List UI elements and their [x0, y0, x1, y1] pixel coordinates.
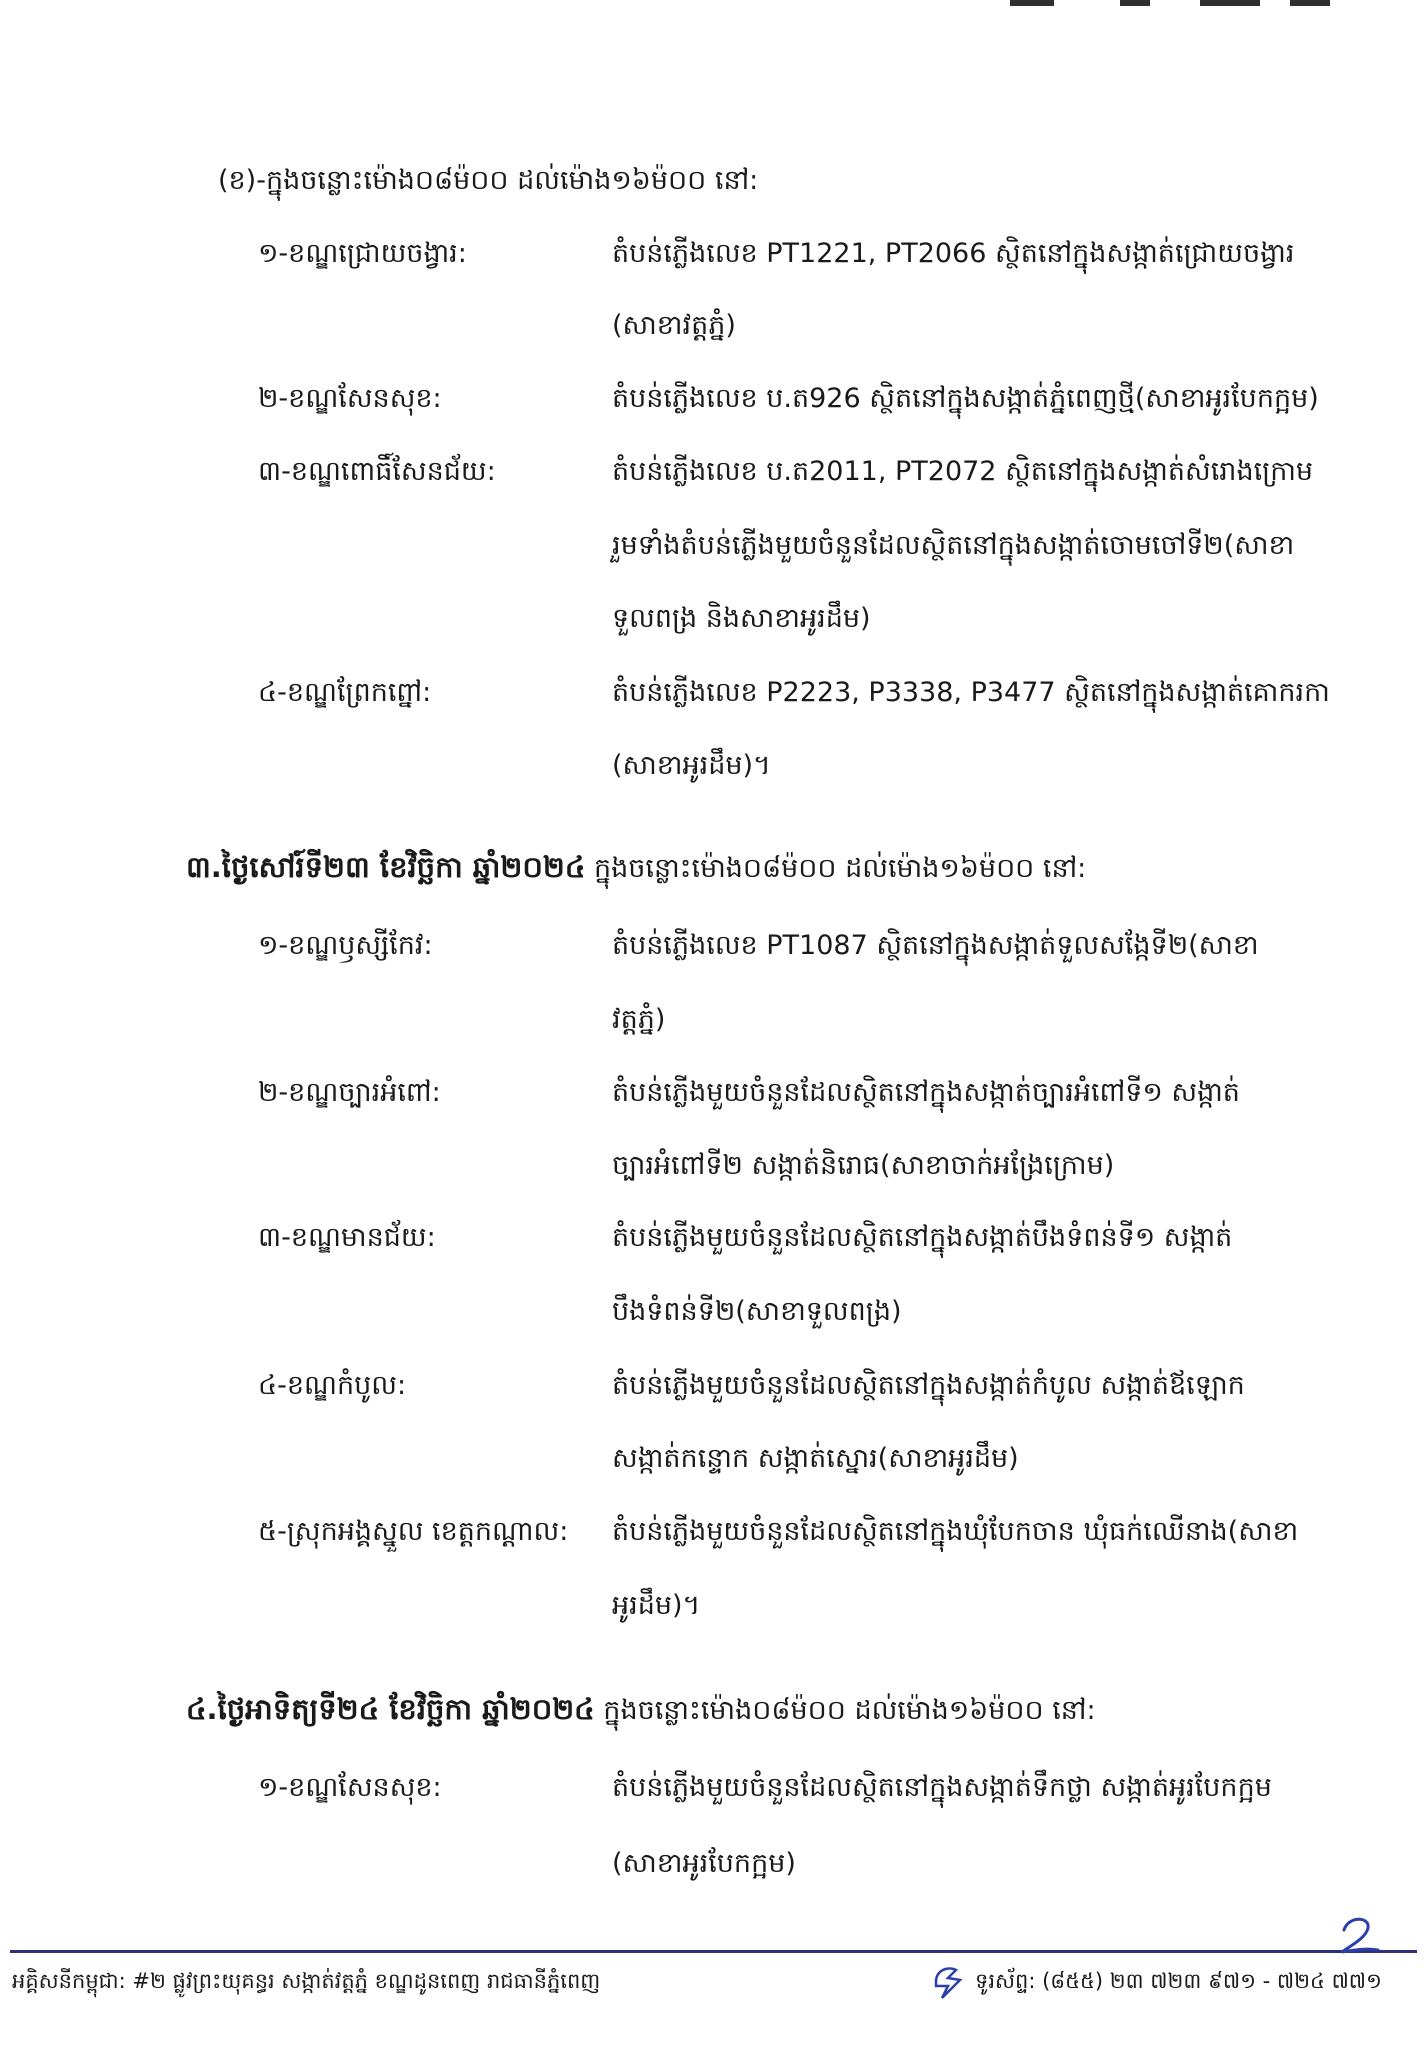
item-text-line: តំបន់ភ្លើងលេខ ប.ត2011, PT2072 ស្ថិតនៅក្នុងសង្កាត់សំរោងក្រោម [612, 456, 1314, 487]
footer-phone: ទូរស័ព្ទ: (៨៥៥) ២៣ ៧២៣ ៩៧១ - ៧២៤ ៧៧១ [975, 1969, 1382, 1993]
item-text-line: តំបន់ភ្លើងមួយចំនួនដែលស្ថិតនៅក្នុងសង្កាត់ទឹកថ្លា សង្កាត់អូរបែកក្អម [612, 1772, 1272, 1803]
item-text-line: រួមទាំងតំបន់ភ្លើងមួយចំនួនដែលស្ថិតនៅក្នុងសង្កាត់ចោមចៅទី២(សាខា [612, 530, 1295, 561]
item-text-line: អូរដឹម)។ [612, 1590, 701, 1621]
item-label: ៣-ខណ្ឌមានជ័យ: [258, 1222, 436, 1253]
item-label: ៥-ស្រុកអង្គស្នួល ខេត្តកណ្តាល: [258, 1516, 569, 1547]
item-text-line: តំបន់ភ្លើងមួយចំនួនដែលស្ថិតនៅក្នុងសង្កាត់បឹងទំពន់ទី១ សង្កាត់ [612, 1222, 1233, 1253]
item-text-line: តំបន់ភ្លើងលេខ PT1087 ស្ថិតនៅក្នុងសង្កាត់ទួលសង្កែទី២(សាខា [612, 930, 1259, 961]
item-label: ៣-ខណ្ឌពោធិ៍សែនជ័យ: [258, 456, 496, 487]
item-label: ២-ខណ្ឌសែនសុខ: [258, 383, 442, 414]
scan-mark [1290, 0, 1330, 6]
item-text-line: តំបន់ភ្លើងលេខ PT1221, PT2066 ស្ថិតនៅក្នុងសង្កាត់ជ្រោយចង្វារ [612, 238, 1295, 269]
handwritten-page-mark [1330, 1912, 1390, 1962]
item-text-line: តំបន់ភ្លើងមួយចំនួនដែលស្ថិតនៅក្នុងសង្កាត់កំបូល សង្កាត់ឪឡោក [612, 1370, 1245, 1401]
item-text-line: តំបន់ភ្លើងលេខ P2223, P3338, P3477 ស្ថិតនៅក្នុងសង្កាត់គោករកា [612, 677, 1330, 708]
item-text-line: បឹងទំពន់ទី២(សាខាទួលពង្រ) [612, 1296, 902, 1327]
item-text-line: វត្តភ្នំ) [612, 1004, 666, 1035]
item-text-line: តំបន់ភ្លើងមួយចំនួនដែលស្ថិតនៅក្នុងឃុំបែកចាន ឃុំធក់ឈើនាង(សាខា [612, 1516, 1299, 1547]
scan-mark [1200, 0, 1260, 6]
footer-divider [10, 1950, 1417, 1953]
scan-mark [1120, 0, 1150, 6]
item-label: ១-ខណ្ឌជ្រោយចង្វារ: [258, 238, 467, 269]
section-3-heading: ៣.ថ្ងៃសៅរ៍ទី២៣ ខែវិច្ឆិកា ឆ្នាំ២០២៤ [186, 850, 586, 884]
scan-mark [1010, 0, 1054, 6]
item-text-line: (សាខាវត្តភ្នំ) [612, 310, 736, 341]
item-label: ១-ខណ្ឌឫស្សីកែវ: [258, 930, 433, 961]
item-text-line: (សាខាអូរបែកក្អម) [612, 1848, 796, 1879]
item-text-line: តំបន់ភ្លើងមួយចំនួនដែលស្ថិតនៅក្នុងសង្កាត់ច្បារអំពៅទី១ សង្កាត់ [612, 1077, 1240, 1108]
item-text-line: តំបន់ភ្លើងលេខ ប.ត926 ស្ថិតនៅក្នុងសង្កាត់ភ្នំពេញថ្មី(សាខាអូរបែកក្អម) [612, 383, 1319, 414]
item-text-line: (សាខាអូរដឹម)។ [612, 750, 771, 781]
item-label: ២-ខណ្ឌច្បារអំពៅ: [258, 1077, 441, 1108]
section-4-heading: ៤.ថ្ងៃអាទិត្យទី២៤ ខែវិច្ឆិកា ឆ្នាំ២០២៤ [186, 1692, 595, 1726]
item-label: ៤-ខណ្ឌព្រែកព្នៅ: [258, 677, 432, 708]
item-text-line: ទួលពង្រ និងសាខាអូរដឹម) [612, 603, 871, 634]
footer-address: អគ្គិសនីកម្ពុជា: #២ ផ្លូវព្រះយុគន្ធរ សង្កាត់វត្តភ្នំ ខណ្ឌដូនពេញ រាជធានីភ្នំពេញ [12, 1969, 601, 1993]
section-4-heading-line [186, 1692, 1096, 1727]
section-3-heading-line [186, 850, 1086, 885]
item-text-line: សង្កាត់កន្ទោក សង្កាត់ស្នោរ(សាខាអូរដឹម) [612, 1443, 1019, 1474]
lightning-logo-icon [930, 1962, 970, 2002]
item-label: ៤-ខណ្ឌកំបូល: [258, 1370, 407, 1401]
item-text-line: ច្បារអំពៅទី២ សង្កាត់និរោធ(សាខាចាក់អង្រែក្រោម) [612, 1150, 1115, 1181]
section-3-time: ក្នុងចន្លោះម៉ោង០៨ម៉០០ ដល់ម៉ោង១៦ម៉០០ នៅ: [585, 853, 1087, 884]
item-label: ១-ខណ្ឌសែនសុខ: [258, 1772, 442, 1803]
section-b-header: (ខ)-ក្នុងចន្លោះម៉ោង០៨ម៉០០ ដល់ម៉ោង១៦ម៉០០ នៅ: [218, 165, 759, 196]
section-4-time: ក្នុងចន្លោះម៉ោង០៨ម៉០០ ដល់ម៉ោង១៦ម៉០០ នៅ: [594, 1695, 1096, 1726]
